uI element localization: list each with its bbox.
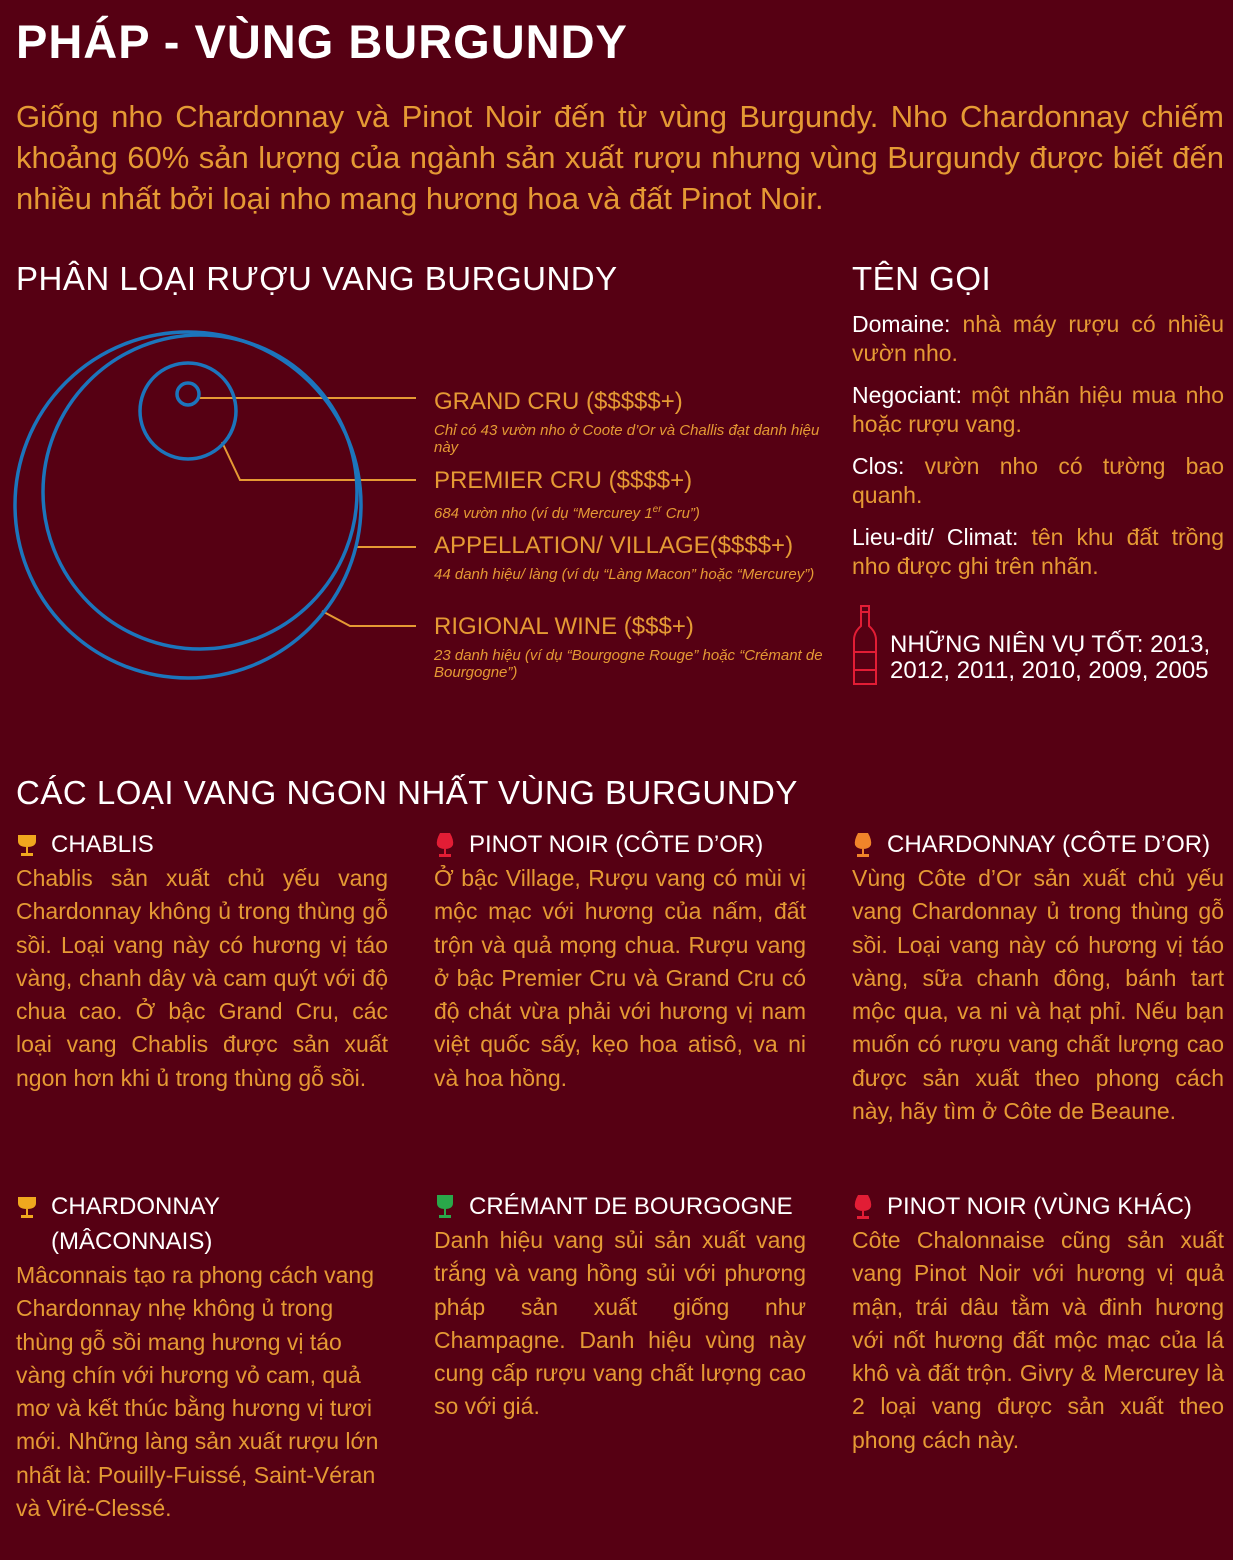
wine-name: CHARDONNAY (CÔTE D’OR) — [887, 831, 1211, 858]
sparkling-wine-glass-icon — [434, 1194, 456, 1220]
vintage-box — [852, 604, 1232, 714]
wine-card-chardonnay-maconnais — [16, 1189, 388, 1525]
intro-paragraph: Giống nho Chardonnay và Pinot Noir đến từ vùng Burgundy. Nho Chardonnay chiếm khoảng 60% sản lượng của ngành sản xuất rượu nhưng vùng Burgundy được biết đến nhiều nhất bởi loại nho mang hương hoa và đất Pinot Noir. — [16, 99, 1224, 216]
page-title: PHÁP - VÙNG BURGUNDY — [16, 15, 628, 68]
appellation-label: APPELLATION/ VILLAGE($$$$+) — [434, 532, 794, 559]
classification-heading: PHÂN LOẠI RƯỢU VANG BURGUNDY — [16, 260, 618, 297]
grand-cru-ring — [177, 383, 199, 405]
premier-cru-ring — [140, 363, 236, 459]
wine-card-cremant-de-bourgogne — [434, 1189, 806, 1424]
wine-name: PINOT NOIR (VÙNG KHÁC) — [887, 1193, 1192, 1220]
wine-description: Danh hiệu vang sủi sản xuất vang trắng và vang hồng sủi với phương pháp sản xuất giống như Champagne. Danh hiệu vùng này cung cấp rượu vang chất lượng cao so với giá. — [434, 1227, 806, 1420]
wine-description: Côte Chalonnaise cũng sản xuất vang Pinot Noir với hương vị quả mận, trái dâu tằm và đinh hương với nốt hương đất mộc mạc của lá khô và đất trộn. Givry & Mercurey là 2 loại vang được sản xuất theo phong cách này. — [852, 1227, 1224, 1453]
wine-name: PINOT NOIR (CÔTE D’OR) — [469, 831, 764, 858]
term-domaine: Domaine: nhà máy rượu có nhiều vườn nho. — [852, 311, 1224, 366]
term-lieu-dit: Lieu-dit/ Climat: tên khu đất trồng nho được ghi trên nhãn. — [852, 524, 1224, 579]
red-wine-glass-icon — [434, 832, 456, 858]
white-wine-glass-icon — [16, 833, 38, 857]
terms-list — [852, 310, 1224, 594]
chardonnay-glass-icon — [852, 832, 874, 858]
regional-wine-label: RIGIONAL WINE ($$$+) — [434, 613, 694, 640]
red-wine-glass-icon — [852, 1194, 874, 1220]
term-clos: Clos: vườn nho có tường bao quanh. — [852, 453, 1224, 508]
premier-cru-leader-line — [222, 442, 416, 480]
classification-circles-diagram — [0, 310, 430, 690]
appellation-ring — [43, 335, 357, 649]
grand-cru-note: Chỉ có 43 vườn nho ở Coote d’Or và Challis đạt danh hiệu này — [434, 422, 820, 456]
wine-name: CHARDONNAY (MÂCONNAIS) — [51, 1193, 220, 1255]
term-negociant: Negociant: một nhãn hiệu mua nho hoặc rượu vang. — [852, 382, 1224, 437]
premier-cru-note: 684 vườn nho (ví dụ “Mercurey 1er Cru”) — [434, 504, 700, 522]
wine-card-chardonnay-cote-dor — [852, 827, 1224, 1128]
wine-description: Chablis sản xuất chủ yếu vang Chardonnay không ủ trong thùng gỗ sồi. Loại vang này có hương vị táo vàng, chanh dây và cam quýt với độ chua cao. Ở bậc Grand Cru, các loại vang Chablis được sản xuất ngon hơn khi ủ trong thùng gỗ sồi. — [16, 865, 388, 1091]
vintage-text: NHỮNG NIÊN VỤ TỐT: 2013, 2012, 2011, 2010, 2009, 2005 — [890, 631, 1211, 684]
wine-description: Ở bậc Village, Rượu vang có mùi vị mộc mạc với hương của nấm, đất trộn và quả mọng chua. Rượu vang ở bậc Premier Cru và Grand Cru có độ chát vừa phải với hương vị nam việt quốc sấy, kẹo hoa atisô, va ni và hoa hồng. — [434, 865, 806, 1091]
premier-cru-label: PREMIER CRU ($$$$+) — [434, 467, 693, 494]
wine-card-pinot-noir-other — [852, 1189, 1224, 1457]
wine-name: CRÉMANT DE BOURGOGNE — [469, 1193, 793, 1220]
best-wines-heading: CÁC LOẠI VANG NGON NHẤT VÙNG BURGUNDY — [16, 774, 798, 811]
wine-name: CHABLIS — [51, 831, 154, 858]
names-heading: TÊN GỌI — [852, 260, 992, 297]
appellation-note: 44 danh hiệu/ làng (ví dụ “Làng Macon” hoặc “Mercurey”) — [434, 566, 815, 583]
grand-cru-label: GRAND CRU ($$$$$+) — [434, 388, 683, 415]
regional-wine-note: 23 danh hiệu (ví dụ “Bourgogne Rouge” hoặc “Crémant de Bourgogne”) — [434, 647, 823, 681]
wine-card-pinot-noir-cote-dor — [434, 827, 806, 1095]
white-wine-glass-icon — [16, 1195, 38, 1219]
wine-bottle-icon — [852, 604, 880, 688]
wine-description: Mâconnais tạo ra phong cách vang Chardonnay nhẹ không ủ trong thùng gỗ sồi mang hương vị táo vàng chín với hương vỏ cam, quả mơ và kết thúc bằng hương vị tươi mới. Những làng sản xuất rượu lớn nhất là: Pouilly-Fuissé, Saint-Véran và Viré-Clessé. — [16, 1262, 379, 1522]
wine-description: Vùng Côte d’Or sản xuất chủ yếu vang Chardonnay ủ trong thùng gỗ sồi. Loại vang này có hương vị táo vàng, sữa chanh đông, bánh tart mộc qua, va ni và hạt phỉ. Nếu bạn muốn có rượu vang chất lượng cao được sản xuất theo phong cách này, hãy tìm ở Côte de Beaune. — [852, 865, 1224, 1125]
regional-leader-line — [322, 611, 416, 626]
wine-card-chablis — [16, 827, 388, 1095]
